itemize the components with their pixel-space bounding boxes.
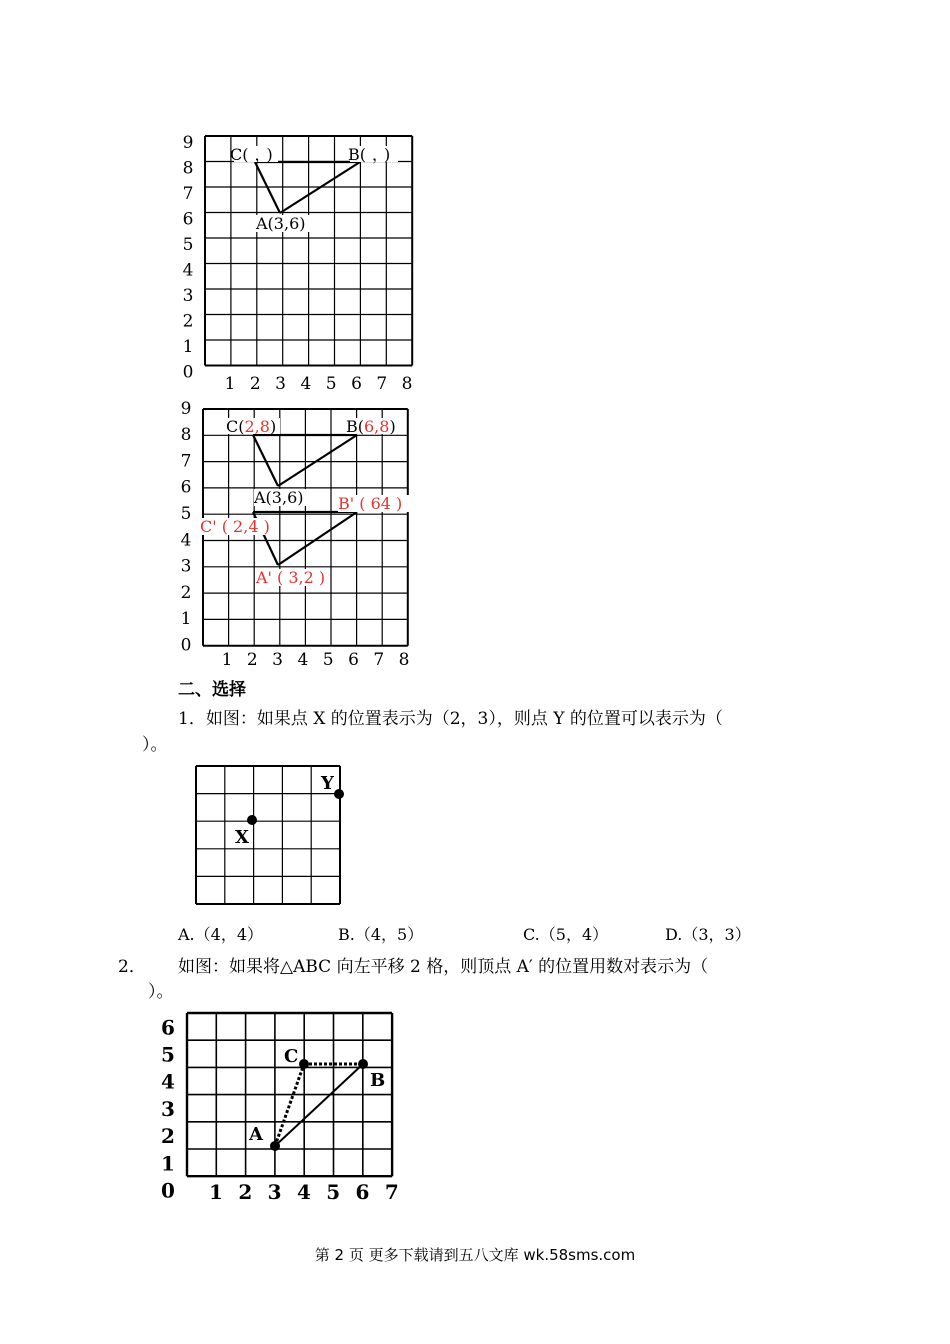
x-tick-label: 7 <box>373 650 385 670</box>
point-a2-label: A' ( 3,2 ) <box>256 568 326 587</box>
vertex-a-label: A <box>249 1124 263 1145</box>
segment-ca <box>253 435 278 486</box>
vertex-a-dot <box>270 1141 280 1151</box>
point-a-label: A(3,6) <box>254 488 304 507</box>
x-tick-label: 1 <box>209 1180 223 1204</box>
vertex-c-label: C <box>284 1046 299 1067</box>
y-tick-label: 1 <box>180 609 192 630</box>
y-tick-label: 7 <box>182 184 194 204</box>
q1-option-b: B.（4，5） <box>338 925 424 944</box>
y-tick-label: 5 <box>180 504 192 524</box>
y-tick-label: 4 <box>182 260 194 281</box>
page-footer: 第 2 页 更多下载请到五八文库 wk.58sms.com <box>314 1246 636 1264</box>
segment-a2b2 <box>278 512 357 565</box>
q2-text-line2: ）。 <box>148 982 174 1002</box>
point-a-label: A(3,6) <box>256 214 306 233</box>
x-tick-label: 3 <box>272 650 284 670</box>
y-tick-label: 0 <box>161 1178 175 1203</box>
point-b-label: B( ， ) <box>348 145 391 164</box>
y-tick-label: 5 <box>161 1042 175 1067</box>
y-tick-label: 0 <box>182 362 194 383</box>
point-x-label: X <box>235 827 249 848</box>
point-x-dot <box>247 815 257 825</box>
x-tick-label: 2 <box>246 650 258 670</box>
y-tick-label: 8 <box>180 425 192 446</box>
q1-text-line2: ）。 <box>142 735 168 755</box>
x-tick-label: 4 <box>297 650 309 670</box>
vertex-b-dot <box>358 1059 368 1069</box>
x-tick-label: 2 <box>249 374 261 394</box>
y-tick-label: 5 <box>182 235 194 255</box>
point-y-dot <box>334 789 344 799</box>
x-tick-label: 4 <box>300 374 312 394</box>
y-tick-label: 6 <box>180 477 192 498</box>
y-tick-label: 3 <box>180 556 192 577</box>
q1-grid <box>196 766 344 904</box>
y-tick-label: 3 <box>182 286 194 306</box>
x-tick-label: 7 <box>376 374 388 394</box>
q1-option-d: D.（3，3） <box>665 925 751 944</box>
segment-ab <box>278 435 357 486</box>
point-c-label: C(2,8) <box>226 417 277 436</box>
x-tick-label: 5 <box>325 374 337 394</box>
y-tick-label: 0 <box>180 635 192 656</box>
figure-2-grid <box>181 399 410 670</box>
x-tick-label: 6 <box>355 1180 370 1204</box>
vertex-b-label: B <box>370 1070 386 1091</box>
x-tick-label: 1 <box>221 650 233 670</box>
q2-grid <box>161 1013 399 1204</box>
y-tick-label: 6 <box>161 1015 175 1040</box>
point-c-label: C( ， ) <box>230 145 273 164</box>
x-tick-label: 8 <box>398 650 410 670</box>
x-tick-label: 4 <box>296 1180 311 1204</box>
y-tick-label: 1 <box>182 337 194 357</box>
point-y-label: Y <box>321 773 334 794</box>
y-tick-label: 8 <box>182 158 194 179</box>
x-tick-label: 5 <box>322 650 334 670</box>
y-tick-label: 3 <box>161 1096 175 1121</box>
x-tick-label: 3 <box>275 374 287 394</box>
x-tick-label: 8 <box>401 374 413 394</box>
segment-ab <box>275 1064 363 1146</box>
section-title: 二、选择 <box>178 680 246 700</box>
y-tick-label: 6 <box>182 209 194 230</box>
x-tick-label: 7 <box>384 1180 399 1204</box>
y-tick-label: 1 <box>161 1151 175 1176</box>
y-tick-label: 7 <box>180 451 192 472</box>
point-b2-label: B' ( 64 ) <box>338 494 403 513</box>
x-tick-label: 2 <box>238 1180 253 1204</box>
q2-text-line1: 如图：如果将△ABC 向左平移 2 格，则顶点 A′ 的位置用数对表示为（ <box>178 957 709 977</box>
point-b-label: B(6,8) <box>346 417 396 436</box>
y-tick-label: 2 <box>182 311 194 332</box>
x-tick-label: 5 <box>326 1180 341 1204</box>
y-tick-label: 9 <box>180 398 192 419</box>
figure-1-grid <box>183 133 413 394</box>
vertex-c-dot <box>299 1059 309 1069</box>
y-tick-label: 4 <box>180 530 192 551</box>
y-tick-label: 4 <box>161 1069 175 1094</box>
x-tick-label: 6 <box>348 650 359 670</box>
q2-number: 2． <box>118 957 146 977</box>
q1-option-a: A.（4，4） <box>178 925 264 944</box>
x-tick-label: 6 <box>351 374 362 394</box>
y-tick-label: 9 <box>182 133 194 153</box>
x-tick-label: 1 <box>224 374 236 394</box>
y-tick-label: 2 <box>180 582 192 603</box>
point-c2-label: C' ( 2,4 ) <box>200 517 270 536</box>
q1-option-c: C.（5，4） <box>523 925 609 944</box>
x-tick-label: 3 <box>267 1180 282 1204</box>
q1-text-line1: 1．如图：如果点 X 的位置表示为（2，3），则点 Y 的位置可以表示为（ <box>178 709 723 729</box>
y-tick-label: 2 <box>161 1124 175 1149</box>
